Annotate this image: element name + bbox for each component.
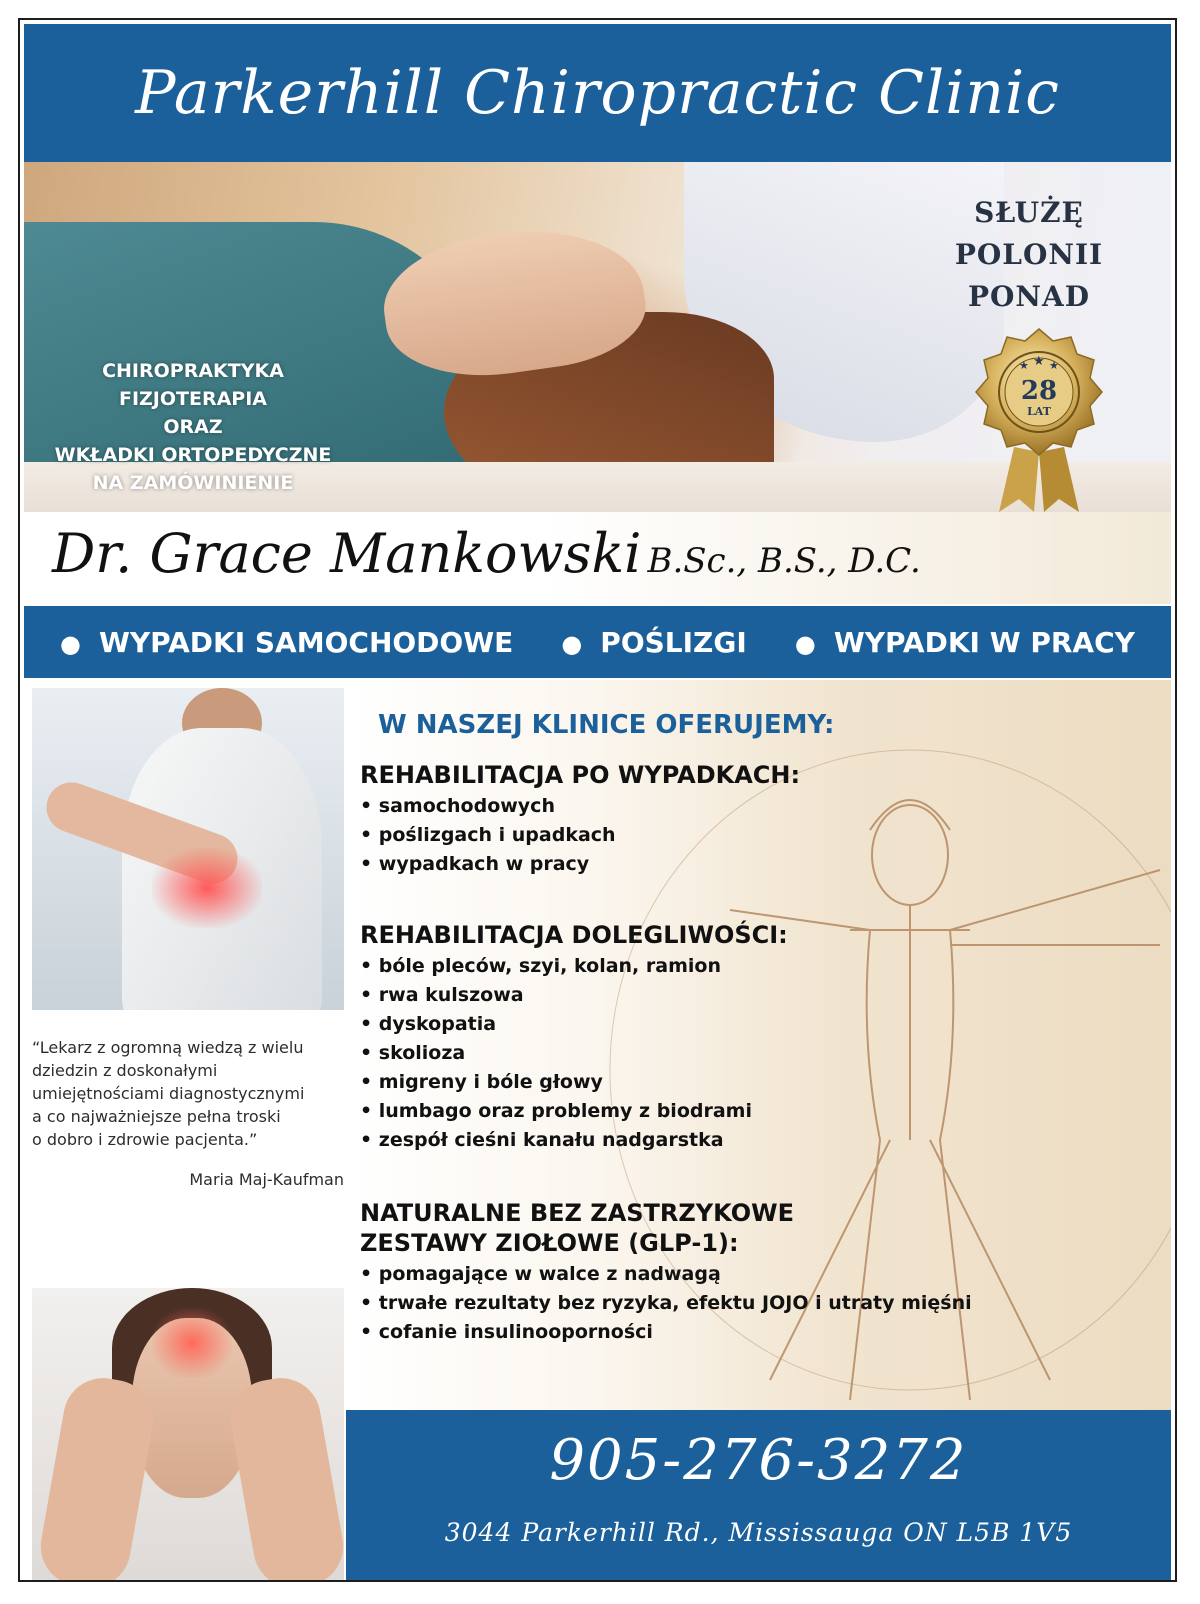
quote-line: a co najważniejsze pełna troski — [32, 1107, 281, 1126]
badge-line: POLONII — [954, 238, 1104, 271]
testimonial-author: Maria Maj-Kaufman — [189, 1170, 344, 1189]
offer-section — [360, 760, 800, 879]
badge-years: 28 — [1020, 376, 1058, 406]
section-list — [360, 952, 788, 1155]
list-item: • poślizgach i upadkach — [360, 821, 800, 850]
badge-line: PONAD — [967, 280, 1091, 313]
doctor-credentials: B.Sc., B.S., D.C. — [647, 541, 921, 581]
section-title: NATURALNE BEZ ZASTRZYKOWE — [360, 1199, 794, 1227]
list-item: • trwałe rezultaty bez ryzyka, efektu JOJO i utraty mięśni — [360, 1289, 972, 1318]
service-line: WKŁADKI ORTOPEDYCZNE — [54, 444, 332, 466]
doctor-name-line — [52, 522, 921, 585]
svg-text:★: ★ — [1019, 360, 1029, 372]
specialty-item: ● WYPADKI SAMOCHODOWE — [60, 625, 514, 659]
flyer — [18, 18, 1177, 1582]
bullet-icon: ● — [60, 629, 81, 658]
quote-line: “Lekarz z ogromną wiedzą z wielu — [32, 1038, 304, 1057]
offer-section — [360, 920, 788, 1155]
section-title: REHABILITACJA DOLEGLIWOŚCI: — [360, 921, 788, 949]
list-item: • dyskopatia — [360, 1010, 788, 1039]
gold-medal-icon — [959, 327, 1119, 512]
bullet-icon: ● — [561, 629, 583, 658]
pain-highlight — [152, 1308, 232, 1378]
badge-caption — [939, 192, 1119, 318]
service-line: NA ZAMÓWINIENIE — [92, 472, 294, 494]
clinic-address: 3044 Parkerhill Rd., Mississauga ON L5B 1V5 — [444, 1518, 1073, 1547]
doctor-banner — [24, 512, 1171, 604]
section-title: ZESTAWY ZIOŁOWE (GLP-1): — [360, 1229, 739, 1257]
offer-section — [360, 1198, 972, 1347]
list-item: • skolioza — [360, 1039, 788, 1068]
bullet-icon: ● — [794, 629, 816, 658]
offer-content — [360, 710, 1160, 1343]
offer-title: W NASZEJ KLINICE OFERUJEMY: — [378, 710, 835, 740]
list-item: • rwa kulszowa — [360, 981, 788, 1010]
badge-line: SŁUŻĘ — [974, 196, 1084, 229]
specialty-item: ● POŚLIZGI — [561, 625, 747, 659]
list-item: • cofanie insulinooporności — [360, 1318, 972, 1347]
quote-line: o dobro i zdrowie pacjenta.” — [32, 1130, 258, 1149]
back-pain-photo — [32, 688, 344, 1010]
hero-photo — [24, 162, 1171, 512]
quote-line: dziedzin z doskonałymi — [32, 1061, 218, 1080]
services-list — [28, 357, 358, 497]
headache-photo — [32, 1288, 344, 1580]
svg-text:★: ★ — [1033, 353, 1045, 368]
badge-unit: LAT — [1027, 405, 1051, 418]
list-item: • pomagające w walce z nadwagą — [360, 1260, 972, 1289]
specialties-bar — [24, 606, 1171, 678]
list-item: • zespół cieśni kanału nadgarstka — [360, 1126, 788, 1155]
list-item: • wypadkach w pracy — [360, 850, 800, 879]
header-banner — [24, 24, 1171, 162]
svg-text:★: ★ — [1049, 360, 1059, 372]
clinic-title: Parkerhill Chiropractic Clinic — [135, 58, 1060, 128]
testimonial-quote — [32, 1036, 347, 1151]
service-line: ORAZ — [163, 416, 223, 438]
specialty-item: ● WYPADKI W PRACY — [794, 625, 1135, 659]
list-item: • migreny i bóle głowy — [360, 1068, 788, 1097]
section-title: REHABILITACJA PO WYPADKACH: — [360, 761, 801, 789]
list-item: • samochodowych — [360, 792, 800, 821]
section-list — [360, 1260, 972, 1347]
section-list — [360, 792, 800, 879]
contact-footer — [346, 1410, 1171, 1580]
doctor-name: Dr. Grace Mankowski — [52, 522, 642, 585]
service-line: CHIROPRAKTYKA — [102, 360, 284, 382]
phone-number[interactable]: 905-276-3272 — [549, 1428, 968, 1493]
pain-highlight — [152, 848, 262, 928]
service-line: FIZJOTERAPIA — [118, 388, 268, 410]
quote-line: umiejętnościami diagnostycznymi — [32, 1084, 305, 1103]
list-item: • bóle pleców, szyi, kolan, ramion — [360, 952, 788, 981]
list-item: • lumbago oraz problemy z biodrami — [360, 1097, 788, 1126]
